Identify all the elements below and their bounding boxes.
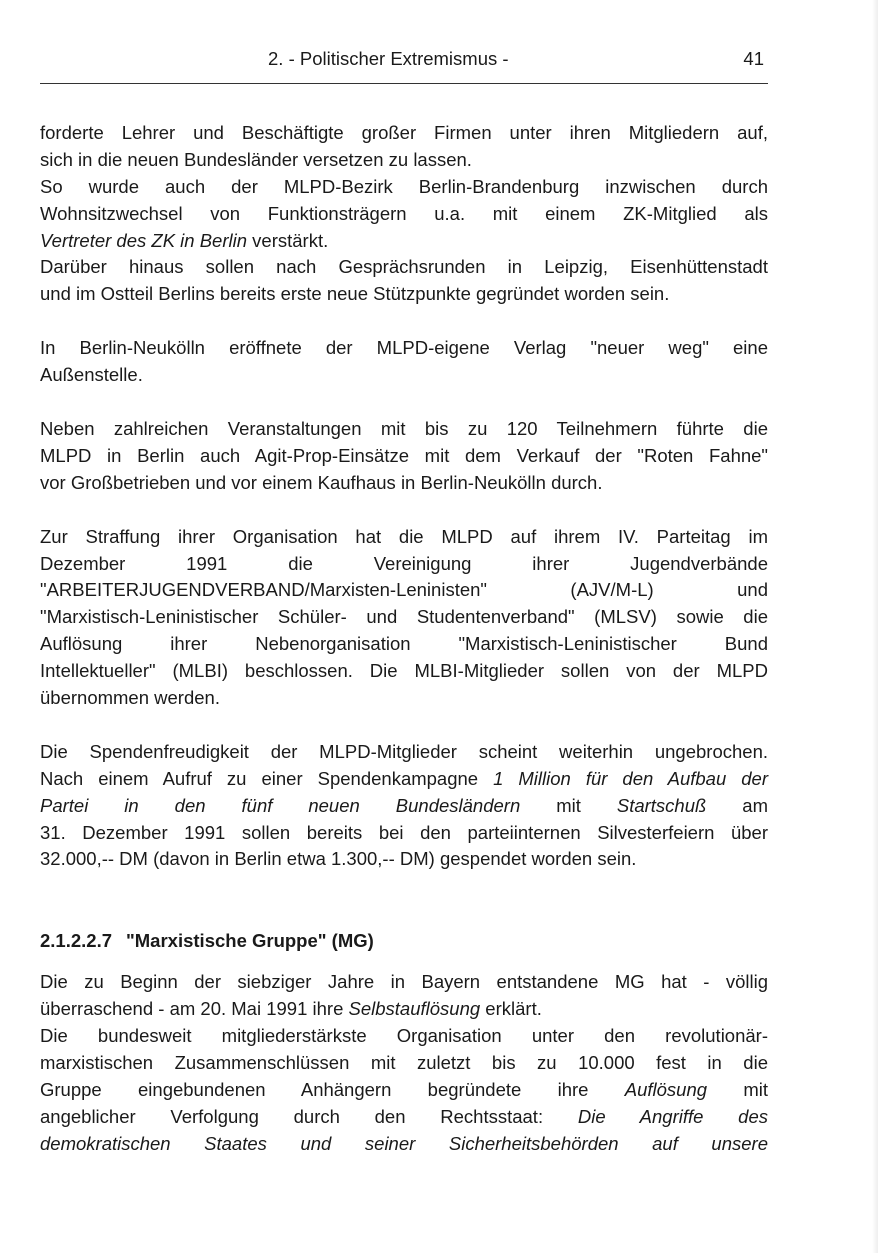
text-line: Dezember 1991 die Vereinigung ihrer Jugendverbände bbox=[40, 552, 768, 574]
text-line bbox=[40, 1104, 768, 1131]
italic-text: Die Angriffe des bbox=[577, 1105, 768, 1127]
text-line: So wurde auch der MLPD-Bezirk Berlin-Brandenburg inzwischen durch bbox=[40, 175, 768, 197]
paragraph-5 bbox=[40, 739, 768, 873]
text-run: angeblicher Verfolgung durch den Rechtsstaat: bbox=[40, 1105, 578, 1127]
italic-text: Selbstauflösung bbox=[348, 998, 481, 1020]
header-title: 2. - Politischer Extremismus - bbox=[268, 48, 509, 69]
text-line: sich in die neuen Bundesländer versetzen zu lassen. bbox=[40, 148, 472, 170]
italic-text: Auflösung bbox=[624, 1078, 708, 1100]
text-line bbox=[40, 228, 768, 255]
text-line: 32.000,-- DM (davon in Berlin etwa 1.300,-- DM) gespendet worden sein. bbox=[40, 848, 637, 870]
italic-text: Partei in den fünf neuen Bundesländern bbox=[40, 794, 521, 816]
text-run: mit bbox=[707, 1078, 768, 1100]
text-line: "ARBEITERJUGENDVERBAND/Marxisten-Leninisten" (AJV/M-L) und bbox=[40, 579, 768, 601]
section-number: 2.1.2.2.7 bbox=[40, 930, 113, 952]
text-run: überraschend - am 20. Mai 1991 ihre bbox=[40, 998, 349, 1020]
text-run: am bbox=[706, 794, 768, 816]
text-line: Außenstelle. bbox=[40, 364, 143, 386]
text-run: mit bbox=[520, 794, 617, 816]
text-run: erklärt. bbox=[480, 998, 542, 1020]
italic-text: Startschuß bbox=[616, 794, 707, 816]
paragraph-1 bbox=[40, 120, 768, 308]
italic-text: Vertreter des ZK in Berlin bbox=[40, 229, 248, 251]
running-header bbox=[40, 46, 766, 76]
text-line bbox=[40, 996, 768, 1023]
text-line bbox=[40, 1077, 768, 1104]
page-body bbox=[40, 120, 768, 1158]
text-line: Auflösung ihrer Nebenorganisation "Marxistisch-Leninistischer Bund bbox=[40, 633, 768, 655]
text-line: vor Großbetrieben und vor einem Kaufhaus in Berlin-Neukölln durch. bbox=[40, 471, 603, 493]
paragraph-6 bbox=[40, 969, 768, 1157]
text-line: übernommen werden. bbox=[40, 687, 220, 709]
text-line: In Berlin-Neukölln eröffnete der MLPD-eigene Verlag "neuer weg" eine bbox=[40, 337, 768, 359]
text-line: marxistischen Zusammenschlüssen mit zuletzt bis zu 10.000 fest in die bbox=[40, 1051, 768, 1073]
paragraph-4 bbox=[40, 524, 768, 712]
italic-text: demokratischen Staates und seiner Sicherheitsbehörden auf unsere bbox=[40, 1132, 768, 1154]
text-line: Die bundesweit mitgliederstärkste Organisation unter den revolutionär- bbox=[40, 1025, 768, 1047]
text-run: Gruppe eingebundenen Anhängern begründete ihre bbox=[40, 1078, 625, 1100]
text-line: 31. Dezember 1991 sollen bereits bei den parteiinternen Silvesterfeiern über bbox=[40, 821, 768, 843]
text-line: Intellektueller" (MLBI) beschlossen. Die MLBI-Mitglieder sollen von der MLPD bbox=[40, 660, 768, 682]
text-line: Neben zahlreichen Veranstaltungen mit bis zu 120 Teilnehmern führte die bbox=[40, 418, 768, 440]
header-rule bbox=[40, 83, 768, 84]
text-line: Die zu Beginn der siebziger Jahre in Bayern entstandene MG hat - völlig bbox=[40, 971, 768, 993]
text-line: MLPD in Berlin auch Agit-Prop-Einsätze mit dem Verkauf der "Roten Fahne" bbox=[40, 444, 768, 466]
section-heading bbox=[40, 928, 768, 955]
text-line bbox=[40, 766, 768, 793]
text-line: "Marxistisch-Leninistischer Schüler- und Studentenverband" (MLSV) sowie die bbox=[40, 606, 768, 628]
paragraph-2 bbox=[40, 335, 768, 389]
text-line: Darüber hinaus sollen nach Gesprächsrunden in Leipzig, Eisenhüttenstadt bbox=[40, 256, 768, 278]
text-line: Wohnsitzwechsel von Funktionsträgern u.a. mit einem ZK-Mitglied als bbox=[40, 202, 768, 224]
text-line: forderte Lehrer und Beschäftigte großer Firmen unter ihren Mitgliedern auf, bbox=[40, 122, 768, 143]
italic-text: 1 Million für den Aufbau der bbox=[493, 767, 768, 789]
text-line bbox=[40, 1131, 768, 1158]
text-run: Nach einem Aufruf zu einer Spendenkampagne bbox=[40, 767, 494, 789]
text-run: verstärkt. bbox=[247, 229, 329, 251]
page-number: 41 bbox=[743, 48, 764, 69]
text-line bbox=[40, 793, 768, 820]
text-line: und im Ostteil Berlins bereits erste neue Stützpunkte gegründet worden sein. bbox=[40, 283, 670, 305]
page-edge bbox=[872, 0, 878, 1253]
text-line: Die Spendenfreudigkeit der MLPD-Mitglieder scheint weiterhin ungebrochen. bbox=[40, 740, 768, 762]
section-title: "Marxistische Gruppe" (MG) bbox=[126, 930, 374, 952]
text-line: Zur Straffung ihrer Organisation hat die MLPD auf ihrem IV. Parteitag im bbox=[40, 525, 768, 547]
paragraph-3 bbox=[40, 416, 768, 497]
